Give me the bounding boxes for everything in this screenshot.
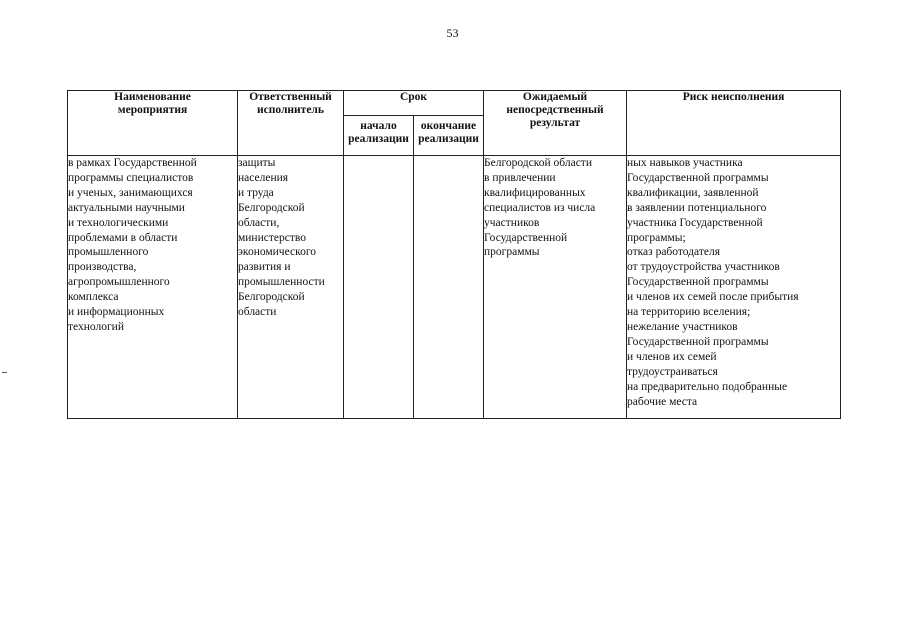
header-text: непосредственный [506, 104, 604, 116]
cell-responsible [238, 156, 344, 419]
cell-line: Белгородской [238, 291, 305, 304]
cell-line: ных навыков участника [627, 157, 743, 169]
cell-line: области [238, 306, 277, 319]
header-responsible [238, 91, 344, 156]
cell-line: производства, [68, 261, 137, 274]
cell-line: и технологическими [68, 216, 169, 229]
cell-line: от трудоустройства участников [627, 261, 780, 274]
header-text: реализации [418, 133, 479, 145]
cell-line: населения [238, 171, 289, 184]
header-start [344, 116, 414, 156]
header-text: Ожидаемый [522, 91, 588, 103]
cell-line: Государственной [484, 231, 568, 244]
cell-line: и ученых, занимающихся [68, 186, 193, 199]
cell-line: и информационных [68, 306, 165, 319]
header-text: Ответственный [249, 91, 332, 103]
cell-line: в заявлении потенциального [627, 201, 767, 214]
cell-line: программы; [627, 231, 686, 244]
cell-line: Белгородской области [484, 157, 592, 169]
cell-name [68, 156, 238, 419]
header-text: начало [360, 120, 397, 132]
cell-line: министерство [238, 231, 306, 244]
cell-line: программы специалистов [68, 171, 194, 184]
cell-line: промышленного [68, 246, 149, 259]
cell-line: трудоустраиваться [627, 365, 718, 378]
cell-end [414, 156, 484, 419]
cell-line: защиты [238, 157, 276, 169]
cell-line: технологий [68, 320, 124, 333]
activities-table [67, 90, 841, 419]
cell-line: нежелание участников [627, 320, 738, 333]
cell-line: рабочие места [627, 395, 698, 408]
cell-line: в привлечении [484, 171, 556, 184]
cell-line: актуальными научными [68, 201, 185, 214]
cell-line: и членов их семей после прибытия [627, 291, 799, 304]
cell-line: и членов их семей [627, 350, 717, 363]
table-row [68, 156, 841, 419]
cell-line: участника Государственной [627, 216, 763, 229]
cell-line: Государственной программы [627, 276, 769, 289]
cell-start [344, 156, 414, 419]
cell-line: Государственной программы [627, 335, 769, 348]
cell-line: промышленности [238, 276, 325, 289]
cell-line: развития и [238, 261, 291, 274]
header-text: результат [529, 117, 581, 129]
cell-line: комплекса [68, 291, 119, 304]
header-risk: Риск неисполнения [627, 91, 841, 156]
header-result [484, 91, 627, 156]
cell-line: в рамках Государственной [68, 157, 197, 169]
page-number: 53 [446, 26, 459, 40]
header-row [68, 91, 841, 116]
cell-line: Белгородской [238, 201, 305, 214]
cell-line: специалистов из числа [484, 201, 596, 214]
cell-line: квалифицированных [484, 186, 586, 199]
header-text: мероприятия [117, 104, 188, 116]
cell-result [484, 156, 627, 419]
cell-line: и труда [238, 186, 274, 199]
cell-line: на территорию вселения; [627, 306, 751, 319]
header-term: Срок [344, 91, 484, 116]
header-text: Наименование [114, 91, 191, 103]
cell-risk [627, 156, 841, 419]
cell-line: области, [238, 216, 280, 229]
margin-mark [2, 372, 7, 373]
header-text: реализации [348, 133, 409, 145]
header-end [414, 116, 484, 156]
cell-line: проблемами в области [68, 231, 178, 244]
cell-line: отказ работодателя [627, 246, 720, 259]
cell-line: экономического [238, 246, 317, 259]
cell-line: программы [484, 246, 540, 259]
cell-line: Государственной программы [627, 171, 769, 184]
header-text: исполнитель [257, 104, 324, 116]
cell-line: агропромышленного [68, 276, 170, 289]
cell-line: на предварительно подобранные [627, 380, 788, 393]
header-text: окончание [420, 120, 477, 132]
cell-line: квалификации, заявленной [627, 186, 759, 199]
header-name [68, 91, 238, 156]
cell-line: участников [484, 216, 540, 229]
